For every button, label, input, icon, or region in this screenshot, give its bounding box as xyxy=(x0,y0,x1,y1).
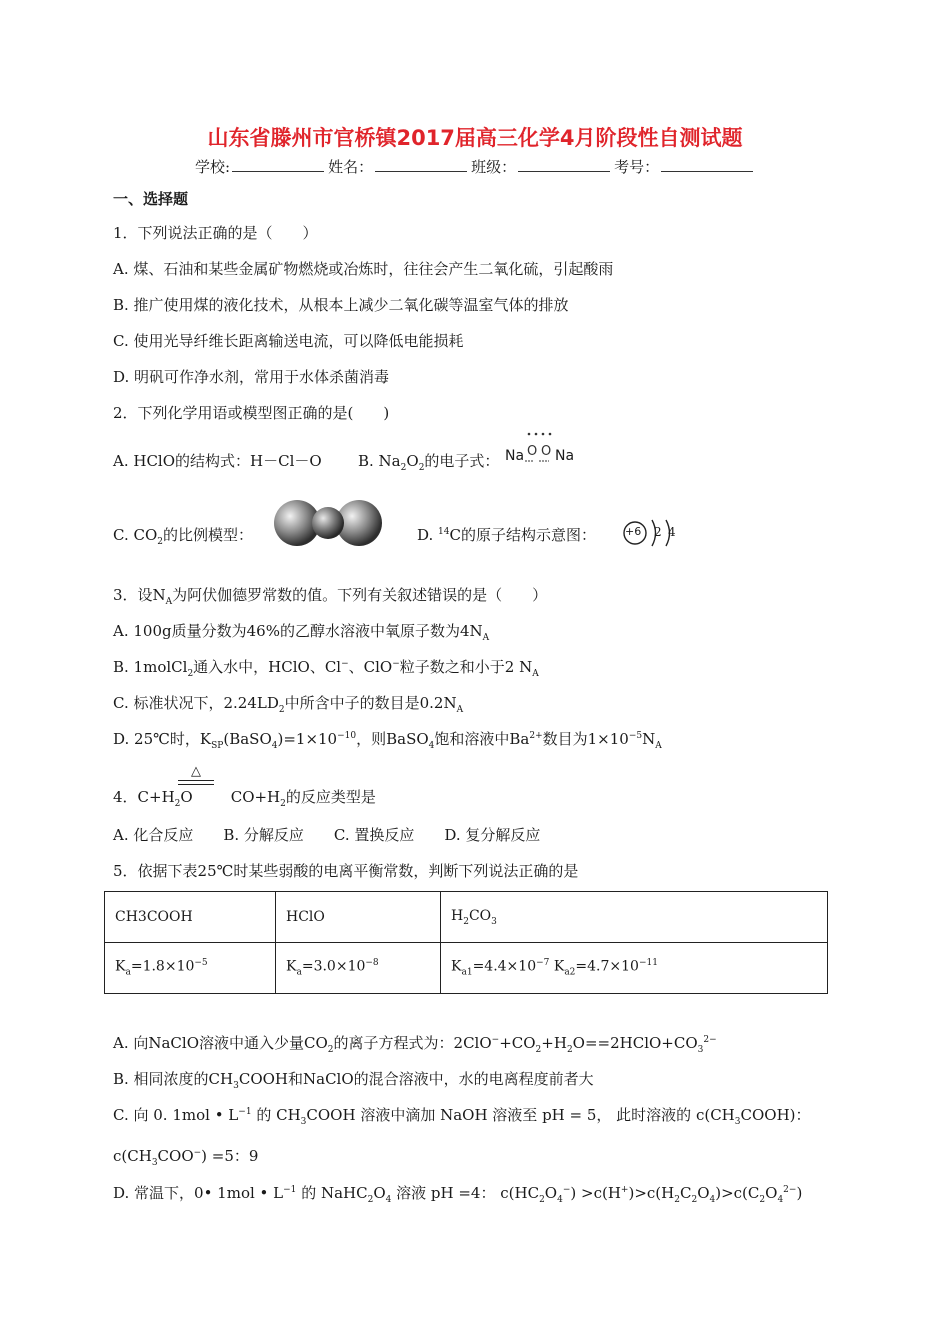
q3-option-c: C. 标准状况下，$2.24LD_2$中所含中子的数目是$0.2N_A$ xyxy=(113,694,464,715)
table-cell-carbonic-acid: $H_2CO_3$ xyxy=(441,892,828,943)
shell-1-electrons: 2 xyxy=(654,525,662,539)
table-cell-ka-carbonic: $K_{a1}=4.4\times 10^{-7}$ $K_{a2}=4.7\times 10^{-11}$ xyxy=(441,943,828,994)
q3-option-a: A. 100g质量分数为46%的乙醇水溶液中氧原子数为$4N_A$ xyxy=(113,622,490,643)
atomic-structure-diagram xyxy=(622,515,678,551)
exam-number-label: 考号： xyxy=(614,158,660,176)
heat-triangle: △ xyxy=(191,764,201,779)
svg-text:O: O xyxy=(527,444,538,459)
shell-2-electrons: 4 xyxy=(668,525,676,539)
co2-model-icon xyxy=(272,498,384,548)
q1-option-c: C. 使用光导纤维长距离输送电流，可以降低电能损耗 xyxy=(113,332,464,350)
q2-option-d: D. $^{14}$C的原子结构示意图： xyxy=(417,526,596,544)
co2-space-filling-model xyxy=(272,498,384,548)
table-cell-ka-hypochlorous: $K_a=3.0\times 10^{-8}$ xyxy=(276,943,441,994)
q3-option-b: B. 1molCl$_2$通入水中，HClO、Cl−、ClO−粒子数之和小于2 $N_A$ xyxy=(113,658,539,679)
name-blank xyxy=(375,157,467,172)
section-heading: 一、选择题 xyxy=(113,190,189,208)
q1-option-d: D. 明矾可作净水剂，常用于水体杀菌消毒 xyxy=(113,368,390,386)
name-label: 姓名： xyxy=(328,158,374,176)
q5-option-d: D. 常温下，0• 1mol • $L^{-1}$ 的 $NaHC_2O_4$ 溶液 pH =4： $c(HC_2O_4^-) >c(H^+)>c(H_2C_2O_4)>c(C_2O_4^{2-})$ xyxy=(113,1184,803,1205)
table-row xyxy=(105,943,828,994)
q5-option-a: A. 向NaClO溶液中通入少量$CO_2$的离子方程式为：$2ClO^-+CO_2+H_2O==2HClO+CO_3^{2-}$ xyxy=(113,1034,717,1055)
class-label: 班级： xyxy=(471,158,517,176)
q4-stem: 4．$C+H_2O$ $CO+H_2$的反应类型是 xyxy=(113,788,376,809)
q1-option-b: B. 推广使用煤的液化技术，从根本上减少二氧化碳等温室气体的排放 xyxy=(113,296,569,314)
q2-option-a: A. HClO的结构式：H－Cl－O xyxy=(113,452,322,470)
electron-dot-formula xyxy=(505,430,585,470)
q5-option-c-line1: C. 向 0. 1mol • $L^{-1}$ 的 $CH_3COOH$ 溶液中滴加 NaOH 溶液至 pH = 5， 此时溶液的 $c(CH_3COOH)$： xyxy=(113,1106,811,1127)
q2-option-c: C. $CO_2$的比例模型： xyxy=(113,526,254,547)
school-label: 学校: xyxy=(195,158,231,176)
q2-option-b: B. $Na_2O_2$的电子式： xyxy=(358,452,500,473)
heat-condition-symbol xyxy=(178,765,214,785)
na-right: Na xyxy=(555,448,575,464)
q1-option-a: A. 煤、石油和某些金属矿物燃烧或冶炼时，往往会产生二氧化硫，引起酸雨 xyxy=(113,260,614,278)
q1-stem: 1．下列说法正确的是（ ） xyxy=(113,224,318,242)
class-blank xyxy=(518,157,610,172)
reaction-line-top xyxy=(178,780,214,781)
na-left: Na xyxy=(505,448,525,464)
student-info-line xyxy=(195,156,757,177)
q3-option-d: D. 25℃时，$K_{SP}(BaSO_4)=1\times 10^{-10}$，则BaSO$_4$饱和溶液中$Ba^{2+}$数目为$1\times 10^{-5}N_A$ xyxy=(113,730,662,751)
ionization-constant-table xyxy=(104,891,828,994)
table-cell-acetic-acid: CH3COOH xyxy=(105,892,276,943)
school-blank xyxy=(232,157,324,172)
exam-number-blank xyxy=(661,157,753,172)
q5-option-c-line2: $c(CH_3COO^-) =5$：9 xyxy=(113,1147,259,1168)
svg-text:O: O xyxy=(541,444,552,459)
nucleus-charge: +6 xyxy=(625,525,642,538)
q5-option-b: B. 相同浓度的$CH_3COOH$和NaClO的混合溶液中，水的电离程度前者大 xyxy=(113,1070,594,1091)
q4-options: A. 化合反应 B. 分解反应 C. 置换反应 D. 复分解反应 xyxy=(113,826,541,844)
table-cell-hypochlorous-acid: HClO xyxy=(276,892,441,943)
q5-stem: 5．依据下表25℃时某些弱酸的电离平衡常数，判断下列说法正确的是 xyxy=(113,862,579,880)
reaction-line-bottom xyxy=(178,784,214,785)
q2-stem: 2．下列化学用语或模型图正确的是( ) xyxy=(113,404,390,422)
document-title: 山东省滕州市官桥镇2017届高三化学4月阶段性自测试题 xyxy=(207,126,743,150)
table-cell-ka-acetic: $K_a=1.8\times 10^{-5}$ xyxy=(105,943,276,994)
q3-stem: 3．设$N_A$为阿伏伽德罗常数的值。下列有关叙述错误的是（ ） xyxy=(113,586,548,607)
table-row xyxy=(105,892,828,943)
